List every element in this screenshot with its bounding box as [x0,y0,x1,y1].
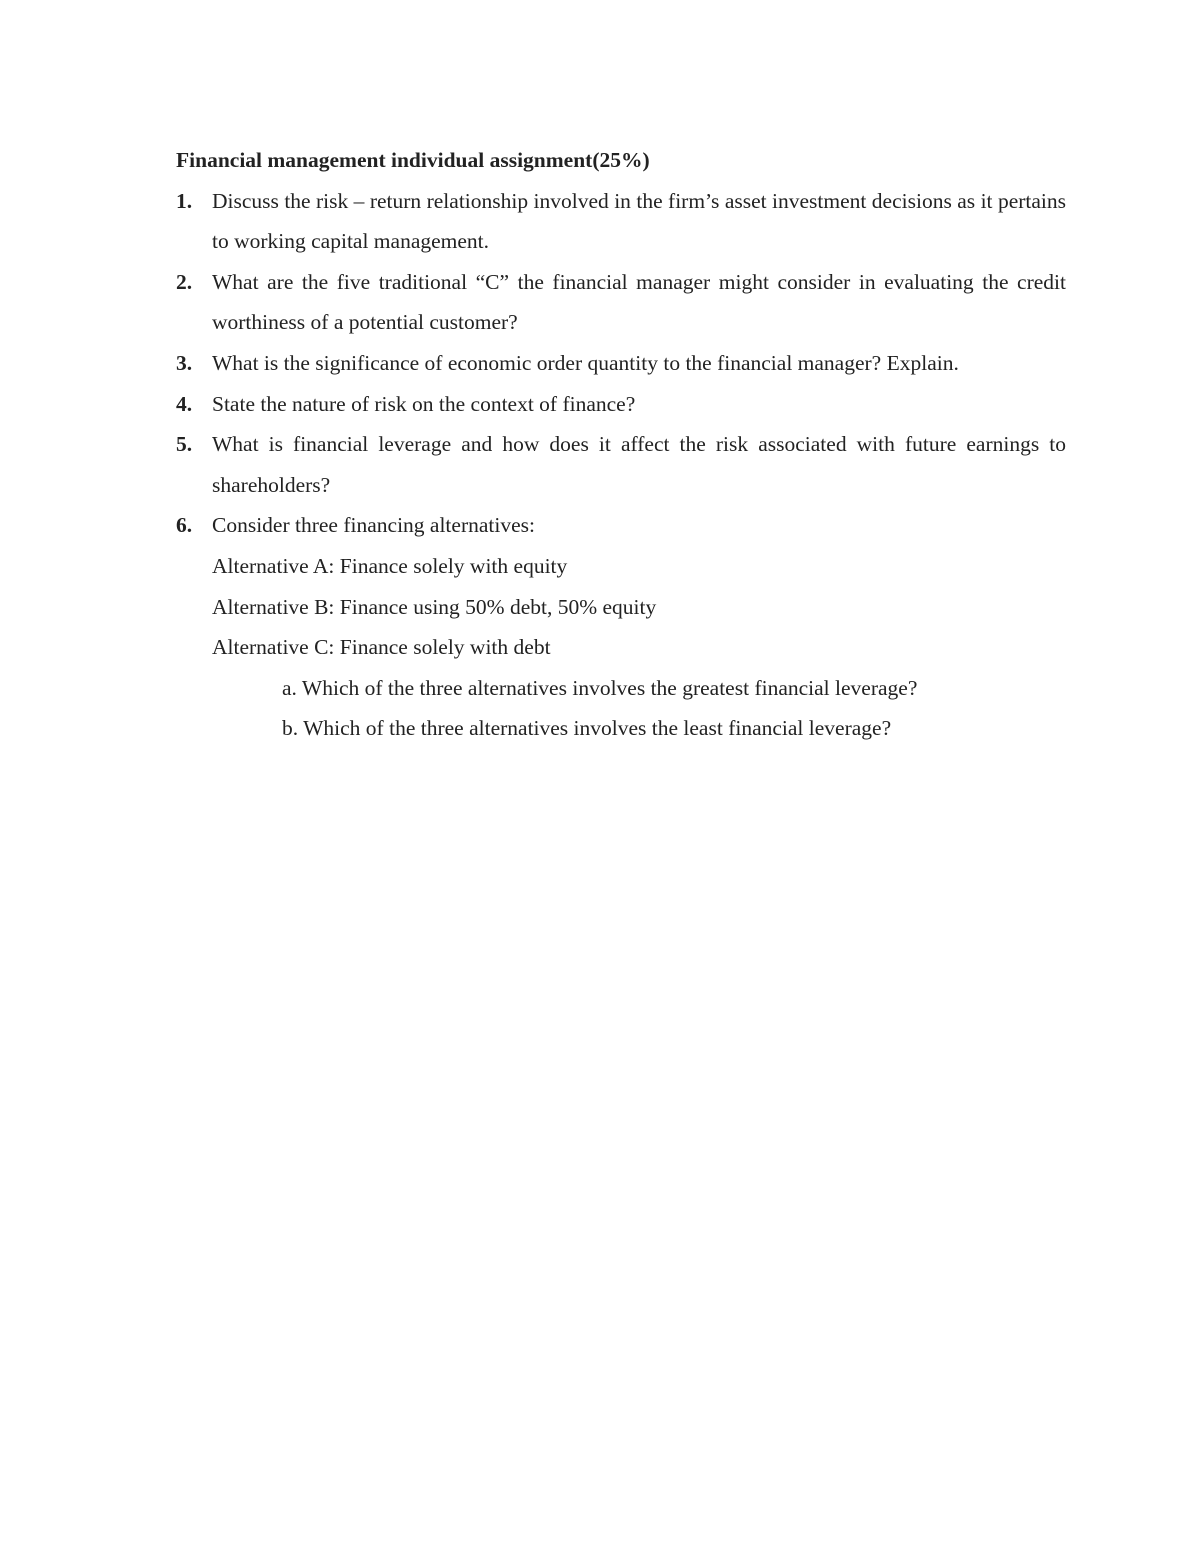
question-item-5 [176,424,1066,505]
question-text: State the nature of risk on the context of finance? [212,391,636,416]
question-item-1 [176,181,1066,262]
question-number: 1. [176,188,193,213]
subquestion-text: Which of the three alternatives involves the least financial leverage? [303,716,892,741]
subquestion-a [282,668,1066,709]
question-item-6 [176,505,1066,749]
question-text: What is financial leverage and how does it affect the risk associated with future earnings to shareholders? [212,432,1066,497]
subquestion-list [212,668,1066,749]
question-text: What are the five traditional “C” the financial manager might consider in evaluating the credit worthiness of a potential customer? [212,269,1066,335]
question-item-3 [176,343,1066,384]
question-item-4 [176,384,1066,425]
subquestion-b [282,708,1066,749]
alternative-a: Alternative A: Finance solely with equity [212,553,568,578]
document-content [176,140,1066,749]
question-number: 3. [176,350,193,375]
question-text: Discuss the risk – return relationship involved in the firm’s asset investment decisions as it pertains to working capital management. [212,188,1066,254]
subquestion-text: Which of the three alternatives involves the greatest financial leverage? [301,675,918,700]
subquestion-label: a. [282,675,297,700]
question-item-2 [176,262,1066,343]
question-number: 2. [176,269,193,294]
subquestion-label: b. [282,716,299,741]
question-number: 5. [176,432,193,457]
alternative-c: Alternative C: Finance solely with debt [212,635,551,660]
question-number: 4. [176,391,193,416]
question-text: What is the significance of economic order quantity to the financial manager? Explain. [212,350,959,375]
question-number: 6. [176,513,193,538]
alternative-b: Alternative B: Finance using 50% debt, 50% equity [212,594,657,619]
document-title: Financial management individual assignment(25%) [176,148,650,172]
question-text: Consider three financing alternatives: [212,513,535,538]
question-list [176,181,1066,749]
